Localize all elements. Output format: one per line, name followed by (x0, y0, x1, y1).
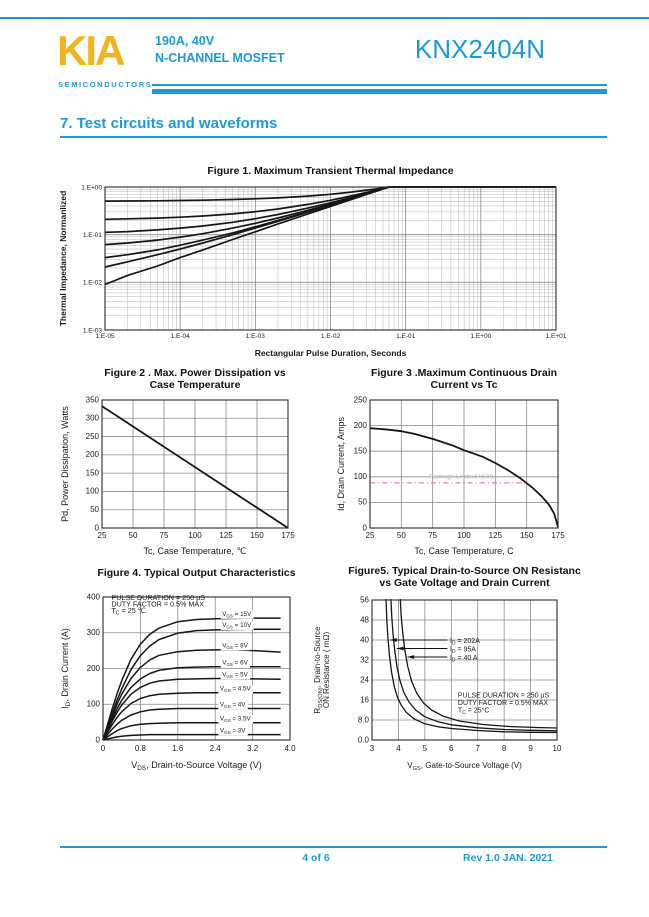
device-specs (155, 33, 285, 67)
revision-label: Rev 1.0 JAN. 2021 (463, 852, 553, 864)
svg-text:1.E-02: 1.E-02 (82, 279, 102, 287)
svg-text:300: 300 (85, 413, 99, 423)
svg-text:100: 100 (85, 486, 99, 496)
svg-text:ON Resistance ( mΩ): ON Resistance ( mΩ) (322, 631, 331, 709)
svg-text:Package Limited Id 90A: Package Limited Id 90A (428, 473, 498, 481)
svg-text:150: 150 (85, 468, 99, 478)
svg-text:TC = 25 ℃: $T_C = 25$ ℃ (111, 606, 146, 617)
svg-text:200: 200 (353, 420, 367, 430)
svg-text:ID = 202A: $I_D = 202A$ (449, 637, 480, 647)
svg-text:VGS = 8V: $V_{GS} = 8V$ (222, 642, 248, 650)
svg-text:DUTY FACTOR = 0.5% MAX: DUTY FACTOR = 0.5% MAX (457, 700, 549, 707)
svg-text:Current vs Tc: Current vs Tc (430, 379, 498, 391)
svg-text:Figure 3 .Maximum Continuous D: Figure 3 .Maximum Continuous Drain (370, 367, 558, 379)
svg-text:200: 200 (86, 663, 100, 673)
svg-text:150: 150 (519, 531, 534, 540)
svg-text:Figure 1. Maximum Transient Th: Figure 1. Maximum Transient Thermal Impedance (207, 165, 454, 177)
svg-text:350: 350 (85, 395, 99, 405)
svg-text:vs Gate Voltage and Drain Curr: vs Gate Voltage and Drain Current (379, 577, 550, 589)
svg-text:Thermal Impedance, Normanlized: Thermal Impedance, Normanlized (58, 190, 68, 327)
page-number: 4 of 6 (302, 852, 330, 864)
svg-text:1.6: 1.6 (172, 744, 184, 753)
svg-text:1.E-01: 1.E-01 (396, 333, 416, 340)
svg-text:PULSE DURATION = 250 µS: PULSE DURATION = 250 µS (111, 592, 206, 602)
svg-text:4.0: 4.0 (284, 744, 296, 753)
figure2-power-dissipation-chart (58, 366, 306, 566)
svg-text:300: 300 (86, 628, 100, 638)
svg-text:250: 250 (85, 431, 99, 441)
svg-text:0: 0 (362, 523, 367, 533)
svg-text:3.2: 3.2 (247, 744, 259, 753)
figure5-on-resistance-chart (310, 562, 610, 782)
top-border-line (0, 17, 649, 19)
svg-text:0.0: 0.0 (357, 735, 369, 745)
svg-text:1.E-03: 1.E-03 (82, 327, 102, 335)
svg-text:100: 100 (457, 531, 471, 540)
svg-text:0.8: 0.8 (134, 744, 146, 753)
svg-text:250: 250 (353, 395, 367, 405)
svg-text:PULSE DURATION = 250 µS: PULSE DURATION = 250 µS (457, 692, 550, 700)
header-rule-thick (152, 89, 607, 94)
svg-text:3: 3 (369, 744, 375, 753)
figure1-transient-thermal-impedance-chart (58, 164, 568, 364)
svg-text:125: 125 (219, 531, 233, 540)
svg-text:1.E+00: 1.E+00 (81, 184, 102, 192)
header-rule-thin (152, 84, 607, 86)
svg-text:50: 50 (90, 505, 99, 515)
kia-logo: KIA (57, 27, 124, 74)
svg-text:VGS = 6V: $V_{GS} = 6V$ (222, 659, 248, 667)
svg-text:ID = 95A: $I_D = 95A$ (449, 646, 476, 655)
svg-text:VDS, Drain-to-Source Voltage (: $V_{DS}$, Drain-to-Source Voltage (V) (131, 760, 262, 772)
svg-text:100: 100 (86, 699, 100, 709)
svg-text:8.0: 8.0 (357, 715, 369, 725)
svg-text:Tc, Case Temperature, ℃: Tc, Case Temperature, ℃ (143, 546, 247, 556)
svg-text:150: 150 (353, 446, 367, 456)
svg-text:2.4: 2.4 (209, 744, 221, 753)
svg-text:VGS = 5V: $V_{GS} = 5V$ (222, 671, 248, 679)
svg-text:1.E-03: 1.E-03 (245, 333, 265, 340)
svg-text:RDS(ON), Drain-to-Source: $R_{DS(ON)}$, Drain-to-Source (313, 626, 324, 714)
svg-text:Figure 2 . Max. Power Dissipat: Figure 2 . Max. Power Dissipation vs (104, 367, 286, 379)
svg-text:50: 50 (128, 531, 138, 540)
svg-text:56: 56 (360, 595, 369, 605)
svg-text:7: 7 (475, 744, 480, 753)
svg-text:Figure 4. Typical Output Chara: Figure 4. Typical Output Characteristics (97, 567, 296, 579)
svg-text:75: 75 (428, 531, 438, 540)
svg-text:24: 24 (360, 675, 369, 685)
footer-line (60, 846, 607, 848)
svg-text:9: 9 (528, 744, 533, 753)
svg-text:1.E-01: 1.E-01 (82, 231, 102, 239)
svg-text:5: 5 (422, 744, 428, 753)
svg-text:0: 0 (95, 735, 100, 745)
spec-current-voltage: 190A, 40V (155, 34, 215, 48)
svg-text:VGS = 10V: $V_{GS} = 10V$ (222, 622, 252, 630)
svg-text:0: 0 (100, 744, 106, 753)
svg-text:400: 400 (86, 592, 100, 602)
svg-text:32: 32 (360, 655, 369, 665)
svg-text:VGS = 4.5V: $V_{GS} = 4.5V$ (219, 685, 251, 694)
svg-text:200: 200 (85, 450, 99, 460)
svg-text:16: 16 (360, 695, 369, 705)
svg-text:75: 75 (159, 531, 169, 540)
svg-text:25: 25 (365, 531, 375, 540)
figure3-continuous-drain-current-chart (336, 366, 580, 566)
svg-text:50: 50 (358, 497, 367, 507)
svg-text:VGS = 3.5V: $V_{GS} = 3.5V$ (219, 715, 251, 724)
svg-text:8: 8 (501, 744, 507, 753)
svg-text:ID = 40 A: $I_D = 40$ A (449, 654, 478, 664)
svg-text:1.E+01: 1.E+01 (545, 333, 567, 340)
svg-text:48: 48 (360, 615, 369, 625)
svg-text:0: 0 (94, 523, 99, 533)
svg-text:40: 40 (360, 635, 369, 645)
svg-text:50: 50 (396, 531, 406, 540)
svg-text:1.E-04: 1.E-04 (170, 333, 190, 340)
svg-text:VGS = 4V: $V_{GS} = 4V$ (219, 701, 246, 709)
section-title: 7. Test circuits and waveforms (60, 115, 278, 132)
svg-text:175: 175 (281, 531, 295, 540)
svg-text:VGS, Gate-to-Source Voltage (V: $V_{GS}$, Gate-to-Source Voltage (V) (407, 761, 522, 772)
svg-text:Rectangular Pulse Duration, Se: Rectangular Pulse Duration, Seconds (254, 348, 407, 358)
svg-text:150: 150 (250, 531, 264, 540)
svg-text:6: 6 (449, 744, 454, 753)
svg-text:VGS = 3V: $V_{GS} = 3V$ (219, 727, 246, 735)
svg-text:100: 100 (188, 531, 202, 540)
svg-text:TC = 25°C: $T_C = 25^\circ C$ (457, 707, 490, 717)
svg-text:ID, Drain Current (A): $I_D$, Drain Current (A) (60, 628, 72, 709)
svg-text:25: 25 (97, 531, 107, 540)
section-underline (60, 136, 607, 138)
svg-text:10: 10 (552, 744, 562, 753)
svg-text:VGS = 15V: $V_{GS} = 15V$ (222, 610, 252, 619)
svg-text:Id, Drain Current, Amps: Id, Drain Current, Amps (336, 416, 346, 512)
spec-channel-type: N-CHANNEL MOSFET (155, 50, 285, 65)
svg-text:175: 175 (551, 531, 565, 540)
logo-subtitle: SEMICONDUCTORS (58, 80, 153, 89)
part-number: KNX2404N (414, 34, 545, 64)
svg-text:100: 100 (353, 472, 367, 482)
svg-text:4: 4 (396, 744, 401, 753)
svg-text:DUTY FACTOR = 0.5% MAX: DUTY FACTOR = 0.5% MAX (111, 599, 205, 609)
svg-text:Tc, Case Temperature, C: Tc, Case Temperature, C (414, 546, 514, 556)
svg-text:1.E-02: 1.E-02 (320, 333, 341, 340)
figure4-output-characteristics-chart (56, 562, 300, 782)
svg-text:1.E+00: 1.E+00 (470, 333, 492, 340)
svg-text:Figure5. Typical Drain-to-Sou: Figure5. Typical Drain-to-Source ON Resistanc (348, 565, 581, 577)
svg-text:1.E-05: 1.E-05 (95, 333, 115, 340)
svg-text:Pd, Power Dissipation, Watts: Pd, Power Dissipation, Watts (60, 406, 70, 522)
svg-text:125: 125 (488, 531, 503, 540)
svg-text:Case Temperature: Case Temperature (149, 379, 241, 391)
